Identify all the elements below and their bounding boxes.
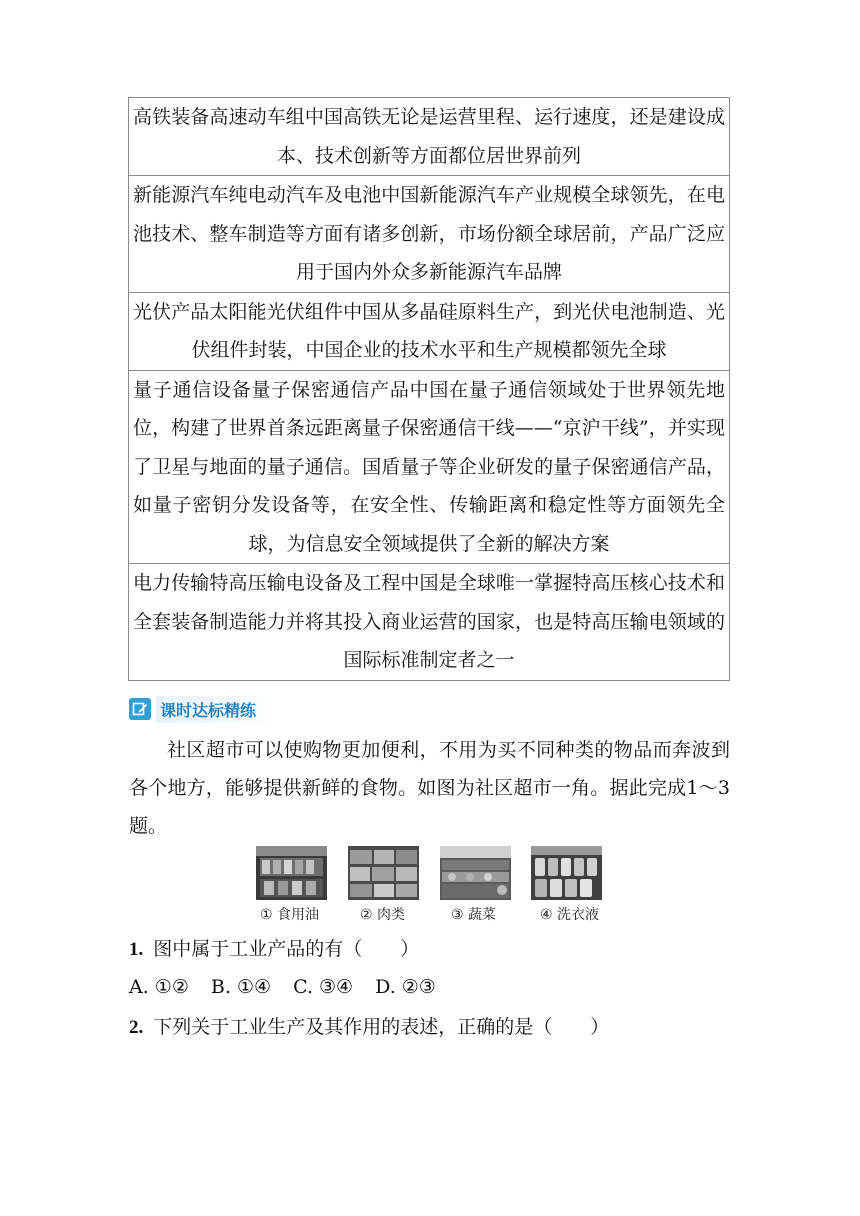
detergent-photo [531, 846, 602, 900]
table-row: 电力传输特高压输电设备及工程中国是全球唯一掌握特高压核心技术和全套装备制造能力并将其投入商业运营的国家，也是特高压输电领域的国际标准制定者之一 [128, 564, 730, 681]
cooking-oil-photo [256, 846, 327, 900]
photo-caption: ④ 洗衣液 [540, 907, 600, 923]
question-number: 2. [129, 1017, 144, 1038]
option-b: B. ①④ [210, 976, 272, 998]
question-text: 下列关于工业生产及其作用的表述，正确的是（ ） [153, 1016, 610, 1038]
section-header [129, 697, 276, 721]
section-title: 课时达标精练 [156, 696, 276, 723]
question-2 [129, 1012, 609, 1043]
option-c: C. ③④ [293, 976, 354, 998]
question-number: 1. [129, 939, 144, 960]
photo-caption: ② 肉类 [360, 907, 406, 923]
table-row: 新能源汽车纯电动汽车及电池中国新能源汽车产业规模全球领先，在电池技术、整车制造等方面有诸多创新，市场份额全球居前，产品广泛应用于国内外众多新能源汽车品牌 [128, 176, 730, 293]
option-a: A. ①② [129, 976, 189, 998]
question-1-options [129, 972, 452, 1002]
meat-photo [348, 846, 419, 900]
question-text: 图中属于工业产品的有（ ） [153, 938, 420, 960]
vegetables-photo [440, 846, 511, 900]
table-row: 量子通信设备量子保密通信产品中国在量子通信领域处于世界领先地位，构建了世界首条远距离量子保密通信干线——“京沪干线”，并实现了卫星与地面的量子通信。国盾量子等企业研发的量子保密通信产品，如量子密钥分发设备等，在安全性、传输距离和稳定性等方面领先全球，为信息安全领域提供了全新的解决方案 [128, 371, 730, 565]
table-row: 高铁装备高速动车组中国高铁无论是运营里程、运行速度，还是建设成本、技术创新等方面都位居世界前列 [128, 97, 730, 176]
option-d: D. ②③ [375, 976, 436, 998]
intro-paragraph: 社区超市可以使购物更加便利，不用为买不同种类的物品而奔波到各个地方，能够提供新鲜的食物。如图为社区超市一角。据此完成1～3 题。 [129, 739, 730, 837]
question-1 [129, 934, 419, 965]
photo-caption: ③ 蔬菜 [451, 907, 497, 923]
photo-caption: ① 食用油 [260, 907, 320, 923]
pencil-icon [129, 698, 151, 720]
table-row: 光伏产品太阳能光伏组件中国从多晶硅原料生产，到光伏电池制造、光伏组件封装，中国企业的技术水平和生产规模都领先全球 [128, 293, 730, 371]
industry-table [128, 97, 730, 681]
